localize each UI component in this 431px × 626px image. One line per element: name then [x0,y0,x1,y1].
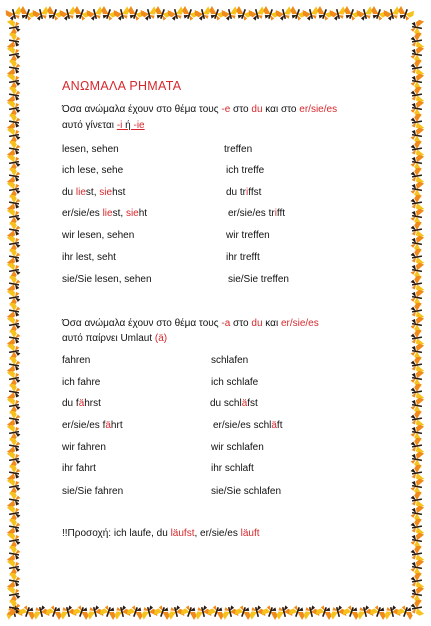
section1-intro-line1: Όσα ανώμαλα έχουν στο θέμα τους -e στο du και στο er/sie/es [62,104,338,115]
verb-form-left: wir fahren [62,442,106,453]
verb-form-left: du fährst [62,398,101,409]
warning-note: !!Προσοχή: ich laufe, du läufst, er/sie/es läuft [62,528,260,539]
verb-form-right: treffen [224,144,253,155]
verb-form-left: sie/Sie fahren [62,486,124,497]
verb-form-right: ihr schlaft [211,463,254,474]
verb-form-left: lesen, sehen [62,144,119,155]
verb-form-right: er/sie/es schläft [213,420,283,431]
verb-form-left: fahren [62,355,91,366]
verb-form-left: ich lese, sehe [62,165,124,176]
verb-form-right: er/sie/es trifft [228,208,286,219]
section2-intro-line1: Όσα ανώμαλα έχουν στο θέμα τους -a στο du και er/sie/es [62,318,319,329]
verb-form-left: ihr lest, seht [62,252,116,263]
verb-form-right: wir treffen [226,230,270,241]
verb-form-right: du triffst [226,187,262,198]
section1-intro-line2: αυτό γίνεται -i ή -ie [62,120,145,131]
verb-form-right: wir schlafen [211,442,264,453]
verb-form-right: du schläfst [210,398,258,409]
page-title: ΑΝΩΜΑΛΑ ΡΗΜΑΤΑ [62,79,182,93]
verb-form-right: sie/Sie treffen [228,274,289,285]
verb-form-left: er/sie/es fährt [62,420,123,431]
verb-form-left: du liest, siehst [62,187,126,198]
verb-form-left: er/sie/es liest, sieht [62,208,148,219]
verb-form-left: ich fahre [62,377,101,388]
section2-intro-line2: αυτό παίρνει Umlaut (ä) [62,333,168,344]
verb-form-left: ihr fahrt [62,463,96,474]
verb-form-right: ich treffe [226,165,265,176]
verb-form-right: sie/Sie schlafen [211,486,282,497]
verb-form-left: sie/Sie lesen, sehen [62,274,152,285]
verb-form-right: ich schlafe [211,377,259,388]
verb-form-left: wir lesen, sehen [62,230,135,241]
verb-form-right: schlafen [211,355,249,366]
verb-form-right: ihr trefft [226,252,260,263]
